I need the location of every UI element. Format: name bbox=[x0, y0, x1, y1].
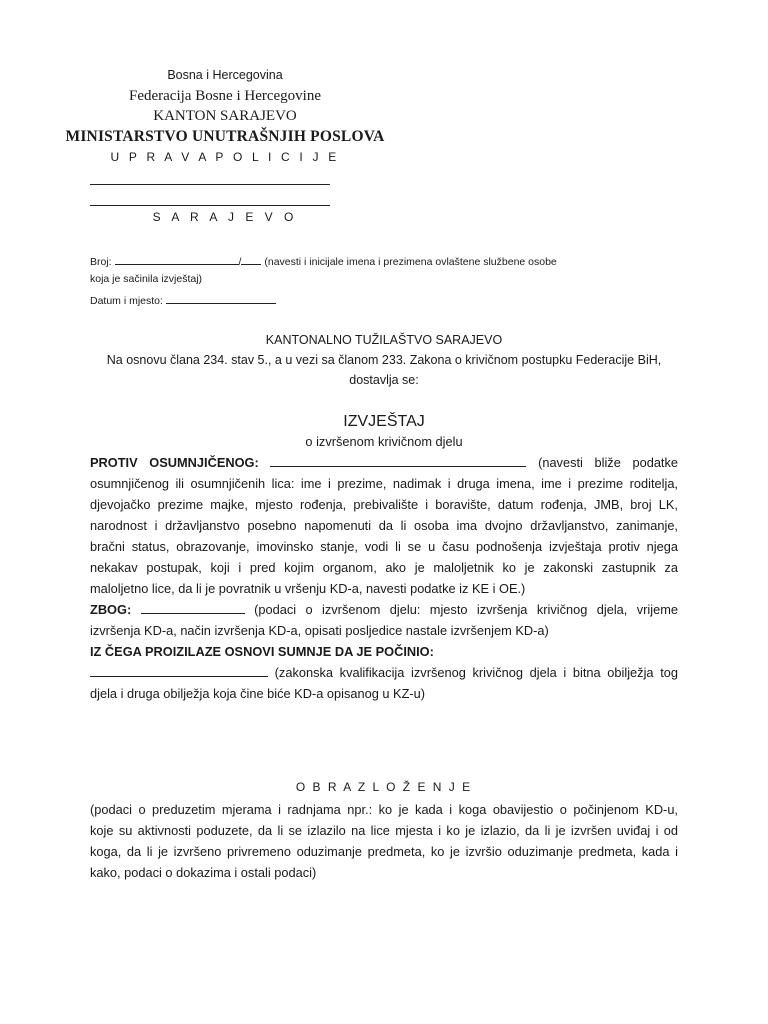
explanation-title: O B R A Z L O Ž E N J E bbox=[295, 780, 473, 794]
legal-basis-line-1: Na osnovu člana 234. stav 5., a u vezi sa članom 233. Zakona o krivičnom postupku Federacije BiH, bbox=[106, 353, 662, 367]
suspect-label: PROTIV OSUMNJIČENOG: bbox=[90, 455, 259, 470]
header-federation: Federacija Bosne i Hercegovine bbox=[128, 88, 321, 104]
broj-number-blank bbox=[115, 253, 239, 265]
explanation-line: kako, podaci o dokazima i ostali podaci) bbox=[90, 865, 317, 880]
explanation-line: (podaci o preduzetim mjerama i radnjama npr.: ko je kada i koga obavijestio o počinjenom KD-u, bbox=[90, 802, 678, 817]
suspect-text-line: bračni status, obrazovanje, imovinsko stanje, vodi li se u času podnošenja izvještaja protiv njega bbox=[90, 539, 678, 554]
grounds-text-line: (zakonska kvalifikacija izvršenog krivičnog djela i bitna obilježja tog bbox=[274, 665, 678, 680]
reason-label: ZBOG: bbox=[90, 602, 132, 617]
suspect-section bbox=[90, 452, 678, 704]
suspect-first-line bbox=[90, 452, 678, 473]
explanation-line: koje su aktivnosti poduzete, da li se izlazilo na lice mjesta i ko je izlazio, da li je izvršen uviđaj i od bbox=[90, 823, 678, 838]
datum-blank bbox=[166, 292, 276, 304]
reason-text-line: (podaci o izvršenom djelu: mjesto izvršenja krivičnog djela, vrijeme bbox=[254, 602, 679, 617]
explanation-section bbox=[90, 799, 678, 883]
suspect-text-line: (navesti bliže podatke bbox=[538, 455, 679, 470]
grounds-label: IZ ČEGA PROIZILAZE OSNOVI SUMNJE DA JE POČINIO: bbox=[90, 644, 434, 659]
datum-label: Datum i mjesto: bbox=[90, 295, 163, 307]
suspect-text-line: djevojačko prezime majke, mjesto rođenja, prebivalište i boravište, datum rođenja, JMB, broj LK, bbox=[90, 497, 678, 512]
grounds-label-line bbox=[90, 641, 678, 662]
reason-text-line: izvršenja KD-a, način izvršenja KD-a, opisati posljedice nastale izvršenjem KD-a) bbox=[90, 623, 549, 638]
header-police-directorate: U P R A V A P O L I C I J E bbox=[110, 150, 340, 164]
broj-note-continued: koja je sačinila izvještaj) bbox=[90, 273, 203, 285]
report-subtitle: o izvršenom krivičnom djelu bbox=[305, 434, 463, 449]
suspect-text-line: nekakav postupak, koji i pred kojim organom, ako je maloljetnik ko je zakonski zastupnik za bbox=[90, 560, 678, 575]
suspect-text-line: osumnjičenog ili osumnjičenih lica: ime i prezime, nadimak i druga imena, ime i prezime roditelja, bbox=[90, 476, 678, 491]
header-country: Bosna i Hercegovina bbox=[167, 68, 283, 82]
grounds-text-line: djela i druga obilježja koja čine biće KD-a opisanog u KZ-u) bbox=[90, 686, 426, 701]
grounds-blank bbox=[90, 664, 268, 677]
broj-initials-blank bbox=[241, 253, 261, 265]
suspect-text-line: maloljetno lice, da li je povratnik u vršenju KD-a, navesti podatke iz KE i OE.) bbox=[90, 581, 526, 596]
broj-row bbox=[90, 253, 557, 268]
header-ministry: MINISTARSTVO UNUTRAŠNJIH POSLOVA bbox=[65, 128, 385, 145]
header-city: S A R A J E V O bbox=[152, 210, 298, 224]
legal-basis-line-2: dostavlja se: bbox=[349, 373, 419, 387]
report-title: IZVJEŠTAJ bbox=[343, 413, 425, 430]
header-canton: KANTON SARAJEVO bbox=[153, 108, 297, 124]
header-blank-line-1 bbox=[90, 184, 330, 185]
grounds-first-line bbox=[90, 662, 678, 683]
broj-note: (navesti i inicijale imena i prezimena ovlaštene službene osobe bbox=[264, 256, 557, 268]
addressee-office: KANTONALNO TUŽILAŠTVO SARAJEVO bbox=[265, 333, 503, 347]
datum-row bbox=[90, 292, 276, 307]
header-blank-line-2 bbox=[90, 205, 330, 206]
reason-first-line bbox=[90, 599, 678, 620]
broj-label: Broj: bbox=[90, 256, 112, 268]
suspect-text-line: narodnost i državljanstvo posebno napomenuti da li osoba ima dvojno državljanstvo, zanimanje, bbox=[90, 518, 678, 533]
explanation-line: koga, da li je izvršeno privremeno oduzimanje predmeta, ko je izvršio oduzimanje predmeta, kada i bbox=[90, 844, 678, 859]
suspect-blank bbox=[270, 454, 526, 467]
broj-slash: / bbox=[238, 256, 242, 268]
reason-blank bbox=[141, 601, 245, 614]
